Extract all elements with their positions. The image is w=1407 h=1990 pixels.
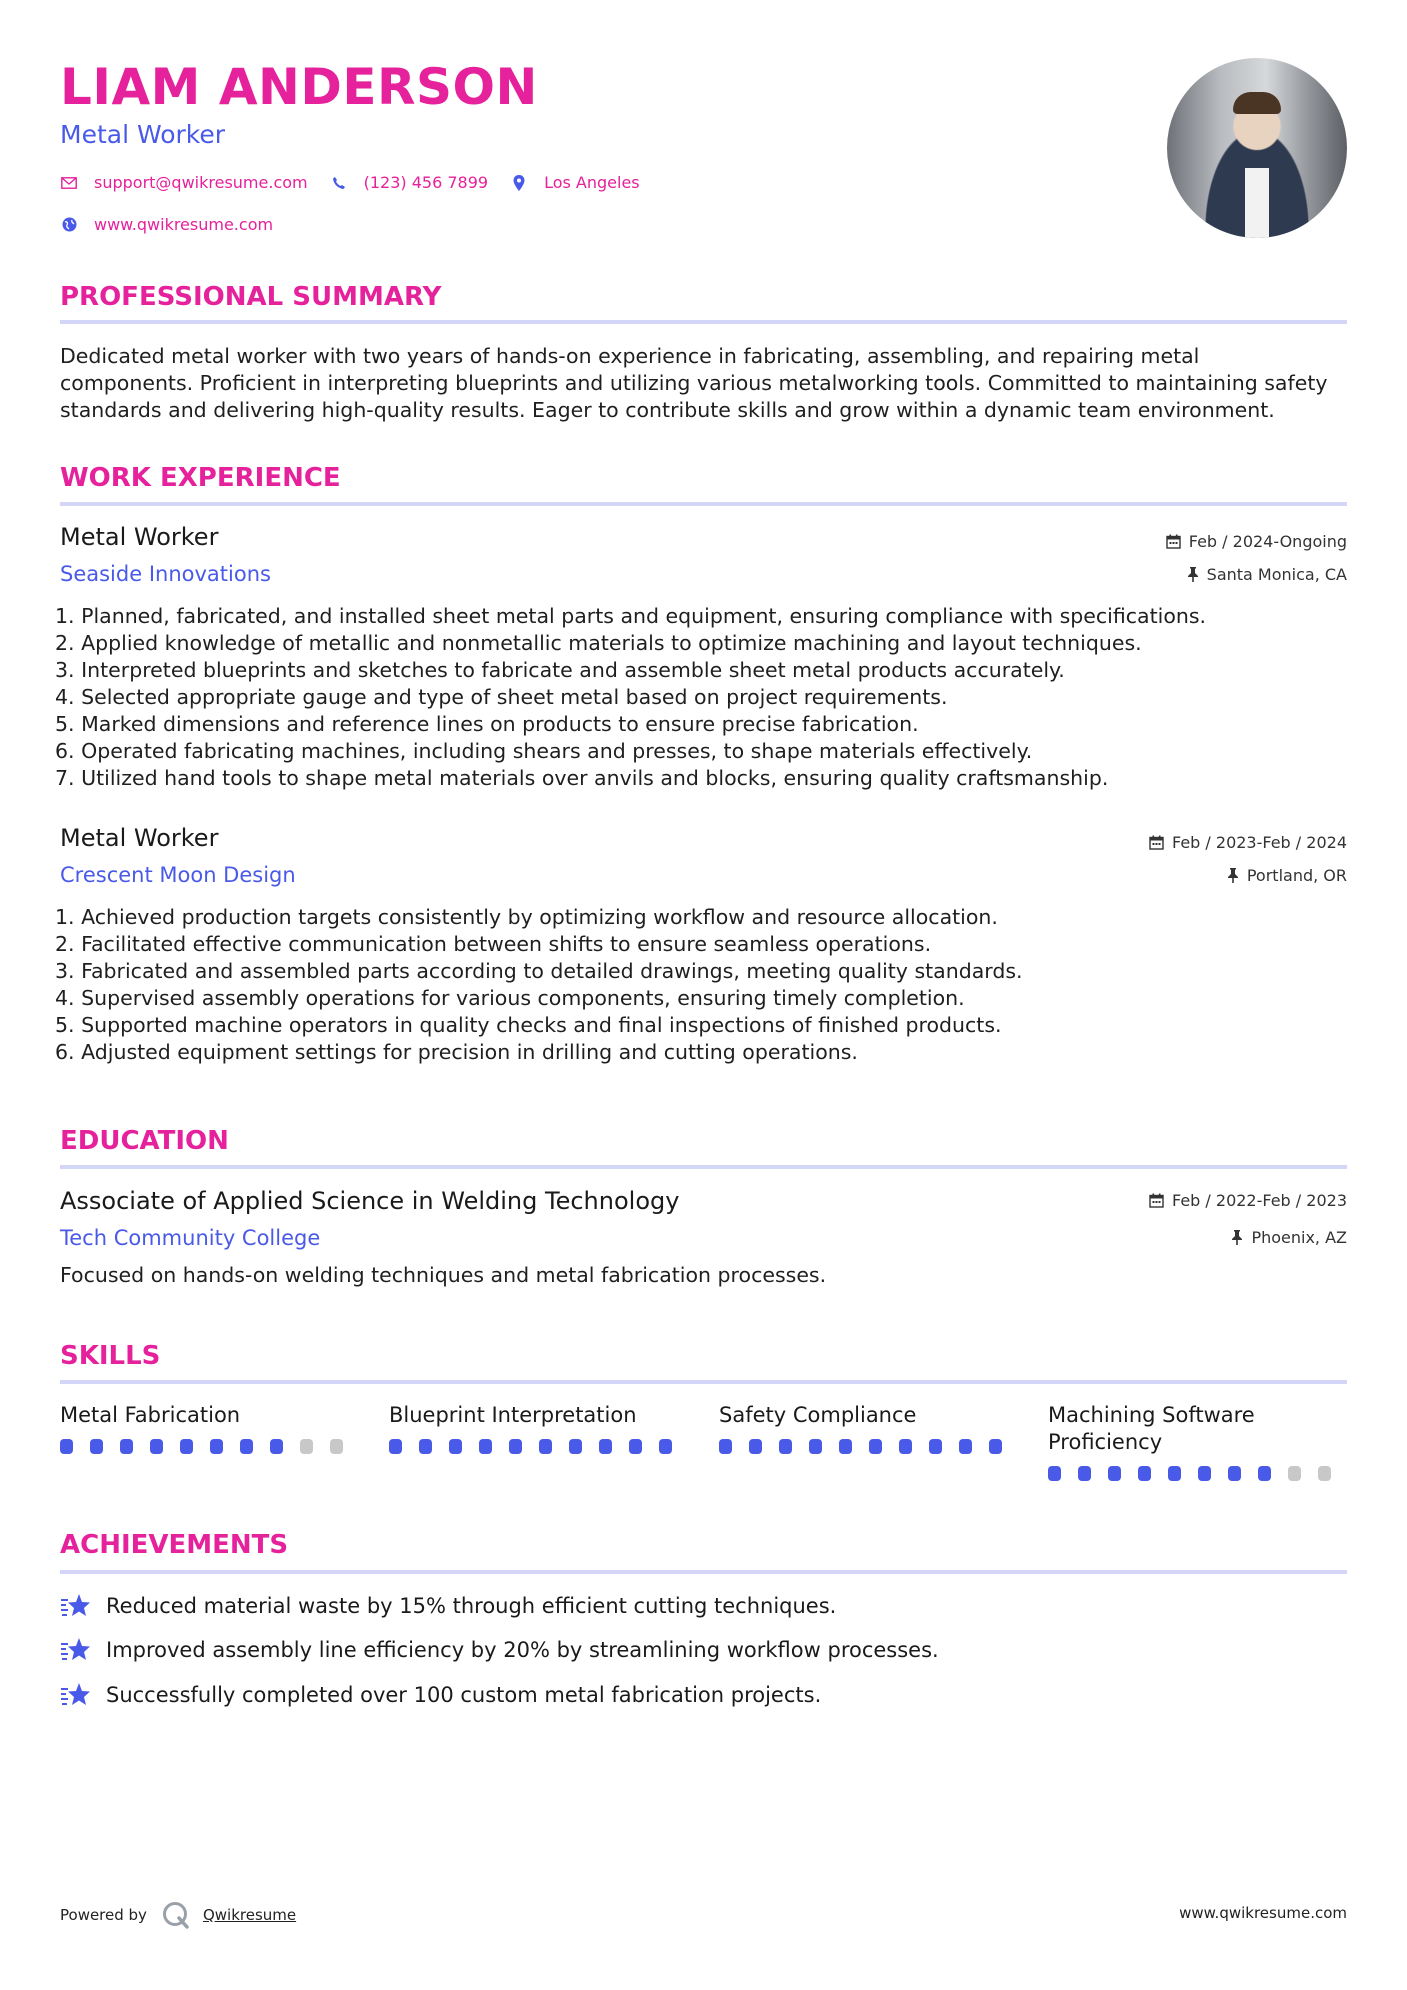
- rating-dot-filled: [270, 1439, 283, 1454]
- rating-dot-filled: [180, 1439, 193, 1454]
- rating-dot-filled: [210, 1439, 223, 1454]
- job-dates: Feb / 2023-Feb / 2024: [1149, 833, 1347, 852]
- contact-row-2: [60, 215, 295, 234]
- footer-powered-by: Powered by Qwikresume: [60, 1900, 296, 1930]
- profile-photo: [1167, 58, 1347, 238]
- job-location: Santa Monica, CA: [1187, 565, 1347, 584]
- rating-dot-filled: [120, 1439, 133, 1454]
- list-item: 5. Marked dimensions and reference lines on products to ensure precise fabrication.: [55, 712, 919, 736]
- map-pin-icon: [510, 174, 528, 192]
- email-text[interactable]: support@qwikresume.com: [94, 173, 308, 192]
- rating-dot-filled: [1138, 1466, 1151, 1481]
- section-divider: [60, 1165, 1347, 1169]
- rating-dot-filled: [869, 1439, 882, 1454]
- pushpin-icon: [1231, 1230, 1243, 1245]
- calendar-icon: [1149, 835, 1164, 850]
- star-icon: [60, 1591, 92, 1621]
- list-item: 4. Selected appropriate gauge and type of sheet metal based on project requirements.: [55, 685, 948, 709]
- qwikresume-logo-icon: [161, 1900, 191, 1930]
- website-item[interactable]: [60, 215, 273, 234]
- candidate-name: LIAM ANDERSON: [60, 58, 538, 116]
- list-item: 5. Supported machine operators in quality checks and final inspections of finished products.: [55, 1013, 1002, 1037]
- calendar-icon: [1149, 1193, 1164, 1208]
- job-dates: Feb / 2024-Ongoing: [1166, 532, 1347, 551]
- rating-dot-filled: [389, 1439, 402, 1454]
- job-company: Crescent Moon Design: [60, 863, 296, 887]
- list-item: 2. Applied knowledge of metallic and nonmetallic materials to optimize machining and layout techniques.: [55, 631, 1142, 655]
- skill-rating: [60, 1439, 360, 1454]
- education-heading: EDUCATION: [60, 1126, 229, 1156]
- website-text[interactable]: www.qwikresume.com: [94, 215, 274, 234]
- rating-dot-empty: [300, 1439, 313, 1454]
- skills-heading: SKILLS: [60, 1341, 161, 1371]
- rating-dot-filled: [509, 1439, 522, 1454]
- list-item: 1. Planned, fabricated, and installed sheet metal parts and equipment, ensuring compliance with specifications.: [55, 604, 1207, 628]
- job-responsibilities: [55, 904, 1347, 1066]
- list-item: 6. Operated fabricating machines, including shears and presses, to shape materials effectively.: [55, 739, 1033, 763]
- list-item: 1. Achieved production targets consistently by optimizing workflow and resource allocation.: [55, 905, 998, 929]
- school-name: Tech Community College: [60, 1226, 321, 1250]
- rating-dot-filled: [479, 1439, 492, 1454]
- rating-dot-filled: [1228, 1466, 1241, 1481]
- rating-dot-filled: [569, 1439, 582, 1454]
- rating-dot-filled: [60, 1439, 73, 1454]
- list-item: 3. Interpreted blueprints and sketches to fabricate and assemble sheet metal products accurately.: [55, 658, 1065, 682]
- envelope-icon: [60, 174, 78, 192]
- rating-dot-filled: [959, 1439, 972, 1454]
- skill-name: Machining Software: [1048, 1403, 1255, 1427]
- rating-dot-filled: [1048, 1466, 1061, 1481]
- job-title: Metal Worker: [60, 523, 219, 551]
- location-item: [510, 173, 640, 192]
- email-item[interactable]: [60, 173, 308, 192]
- rating-dot-empty: [330, 1439, 343, 1454]
- rating-dot-filled: [539, 1439, 552, 1454]
- skill-item: [1048, 1402, 1348, 1481]
- skill-rating: [1048, 1466, 1348, 1481]
- job-location: Portland, OR: [1227, 866, 1347, 885]
- phone-item[interactable]: [330, 173, 488, 192]
- phone-icon: [330, 174, 348, 192]
- rating-dot-filled: [899, 1439, 912, 1454]
- job-company: Seaside Innovations: [60, 562, 271, 586]
- summary-text: Dedicated metal worker with two years of hands-on experience in fabricating, assembling, and repairing metal components. Proficient in interpreting blueprints and utilizing various metalworking tools. Committed to maintaining safety standards and delivering high-quality results. Eager to contribute skills and grow within a dynamic team environment.: [60, 344, 1328, 422]
- star-icon: [60, 1635, 92, 1665]
- rating-dot-filled: [150, 1439, 163, 1454]
- contact-row-1: [60, 173, 662, 192]
- rating-dot-filled: [1168, 1466, 1181, 1481]
- list-item: 4. Supervised assembly operations for various components, ensuring timely completion.: [55, 986, 965, 1010]
- calendar-icon: [1166, 534, 1181, 549]
- star-icon: [60, 1680, 92, 1710]
- rating-dot-filled: [1078, 1466, 1091, 1481]
- rating-dot-filled: [240, 1439, 253, 1454]
- skill-name-continued: Proficiency: [1048, 1430, 1163, 1454]
- rating-dot-filled: [90, 1439, 103, 1454]
- globe-icon: [60, 216, 78, 234]
- skill-name: Safety Compliance: [719, 1403, 917, 1427]
- degree-title: Associate of Applied Science in Welding Technology: [60, 1187, 680, 1215]
- footer-site-link[interactable]: www.qwikresume.com: [1179, 1904, 1347, 1922]
- section-divider: [60, 1570, 1347, 1574]
- pushpin-icon: [1187, 567, 1199, 582]
- rating-dot-filled: [449, 1439, 462, 1454]
- list-item: 3. Fabricated and assembled parts according to detailed drawings, meeting quality standards.: [55, 959, 1023, 983]
- experience-heading: WORK EXPERIENCE: [60, 463, 341, 493]
- education-dates: Feb / 2022-Feb / 2023: [1149, 1191, 1347, 1210]
- rating-dot-filled: [1198, 1466, 1211, 1481]
- rating-dot-filled: [809, 1439, 822, 1454]
- rating-dot-filled: [629, 1439, 642, 1454]
- rating-dot-filled: [1258, 1466, 1271, 1481]
- rating-dot-filled: [599, 1439, 612, 1454]
- section-divider: [60, 1380, 1347, 1384]
- skill-item: [60, 1402, 360, 1454]
- job-responsibilities: [55, 603, 1347, 792]
- section-divider: [60, 320, 1347, 324]
- skill-name: Blueprint Interpretation: [389, 1403, 637, 1427]
- list-item: 6. Adjusted equipment settings for precision in drilling and cutting operations.: [55, 1040, 858, 1064]
- list-item: 7. Utilized hand tools to shape metal materials over anvils and blocks, ensuring quality craftsmanship.: [55, 766, 1109, 790]
- phone-text[interactable]: (123) 456 7899: [363, 173, 489, 192]
- rating-dot-filled: [779, 1439, 792, 1454]
- candidate-role: Metal Worker: [60, 120, 226, 149]
- achievements-heading: ACHIEVEMENTS: [60, 1530, 289, 1560]
- summary-heading: PROFESSIONAL SUMMARY: [60, 282, 442, 312]
- achievement-item: Improved assembly line efficiency by 20% by streamlining workflow processes.: [60, 1635, 939, 1665]
- qwikresume-link[interactable]: Qwikresume: [202, 1906, 297, 1924]
- skill-item: [719, 1402, 1019, 1454]
- rating-dot-filled: [1108, 1466, 1121, 1481]
- education-description: Focused on hands-on welding techniques and metal fabrication processes.: [60, 1263, 827, 1287]
- section-divider: [60, 502, 1347, 506]
- rating-dot-filled: [989, 1439, 1002, 1454]
- location-text: Los Angeles: [544, 173, 640, 192]
- rating-dot-filled: [749, 1439, 762, 1454]
- rating-dot-filled: [929, 1439, 942, 1454]
- rating-dot-empty: [1288, 1466, 1301, 1481]
- rating-dot-filled: [659, 1439, 672, 1454]
- pushpin-icon: [1227, 868, 1239, 883]
- skill-name: Metal Fabrication: [60, 1403, 241, 1427]
- rating-dot-empty: [1318, 1466, 1331, 1481]
- achievement-item: Successfully completed over 100 custom metal fabrication projects.: [60, 1680, 821, 1710]
- education-location: Phoenix, AZ: [1231, 1228, 1347, 1247]
- skill-rating: [389, 1439, 689, 1454]
- rating-dot-filled: [719, 1439, 732, 1454]
- list-item: 2. Facilitated effective communication between shifts to ensure seamless operations.: [55, 932, 932, 956]
- rating-dot-filled: [839, 1439, 852, 1454]
- skill-item: [389, 1402, 689, 1454]
- achievement-item: Reduced material waste by 15% through efficient cutting techniques.: [60, 1591, 836, 1621]
- skill-rating: [719, 1439, 1019, 1454]
- job-title: Metal Worker: [60, 824, 219, 852]
- rating-dot-filled: [419, 1439, 432, 1454]
